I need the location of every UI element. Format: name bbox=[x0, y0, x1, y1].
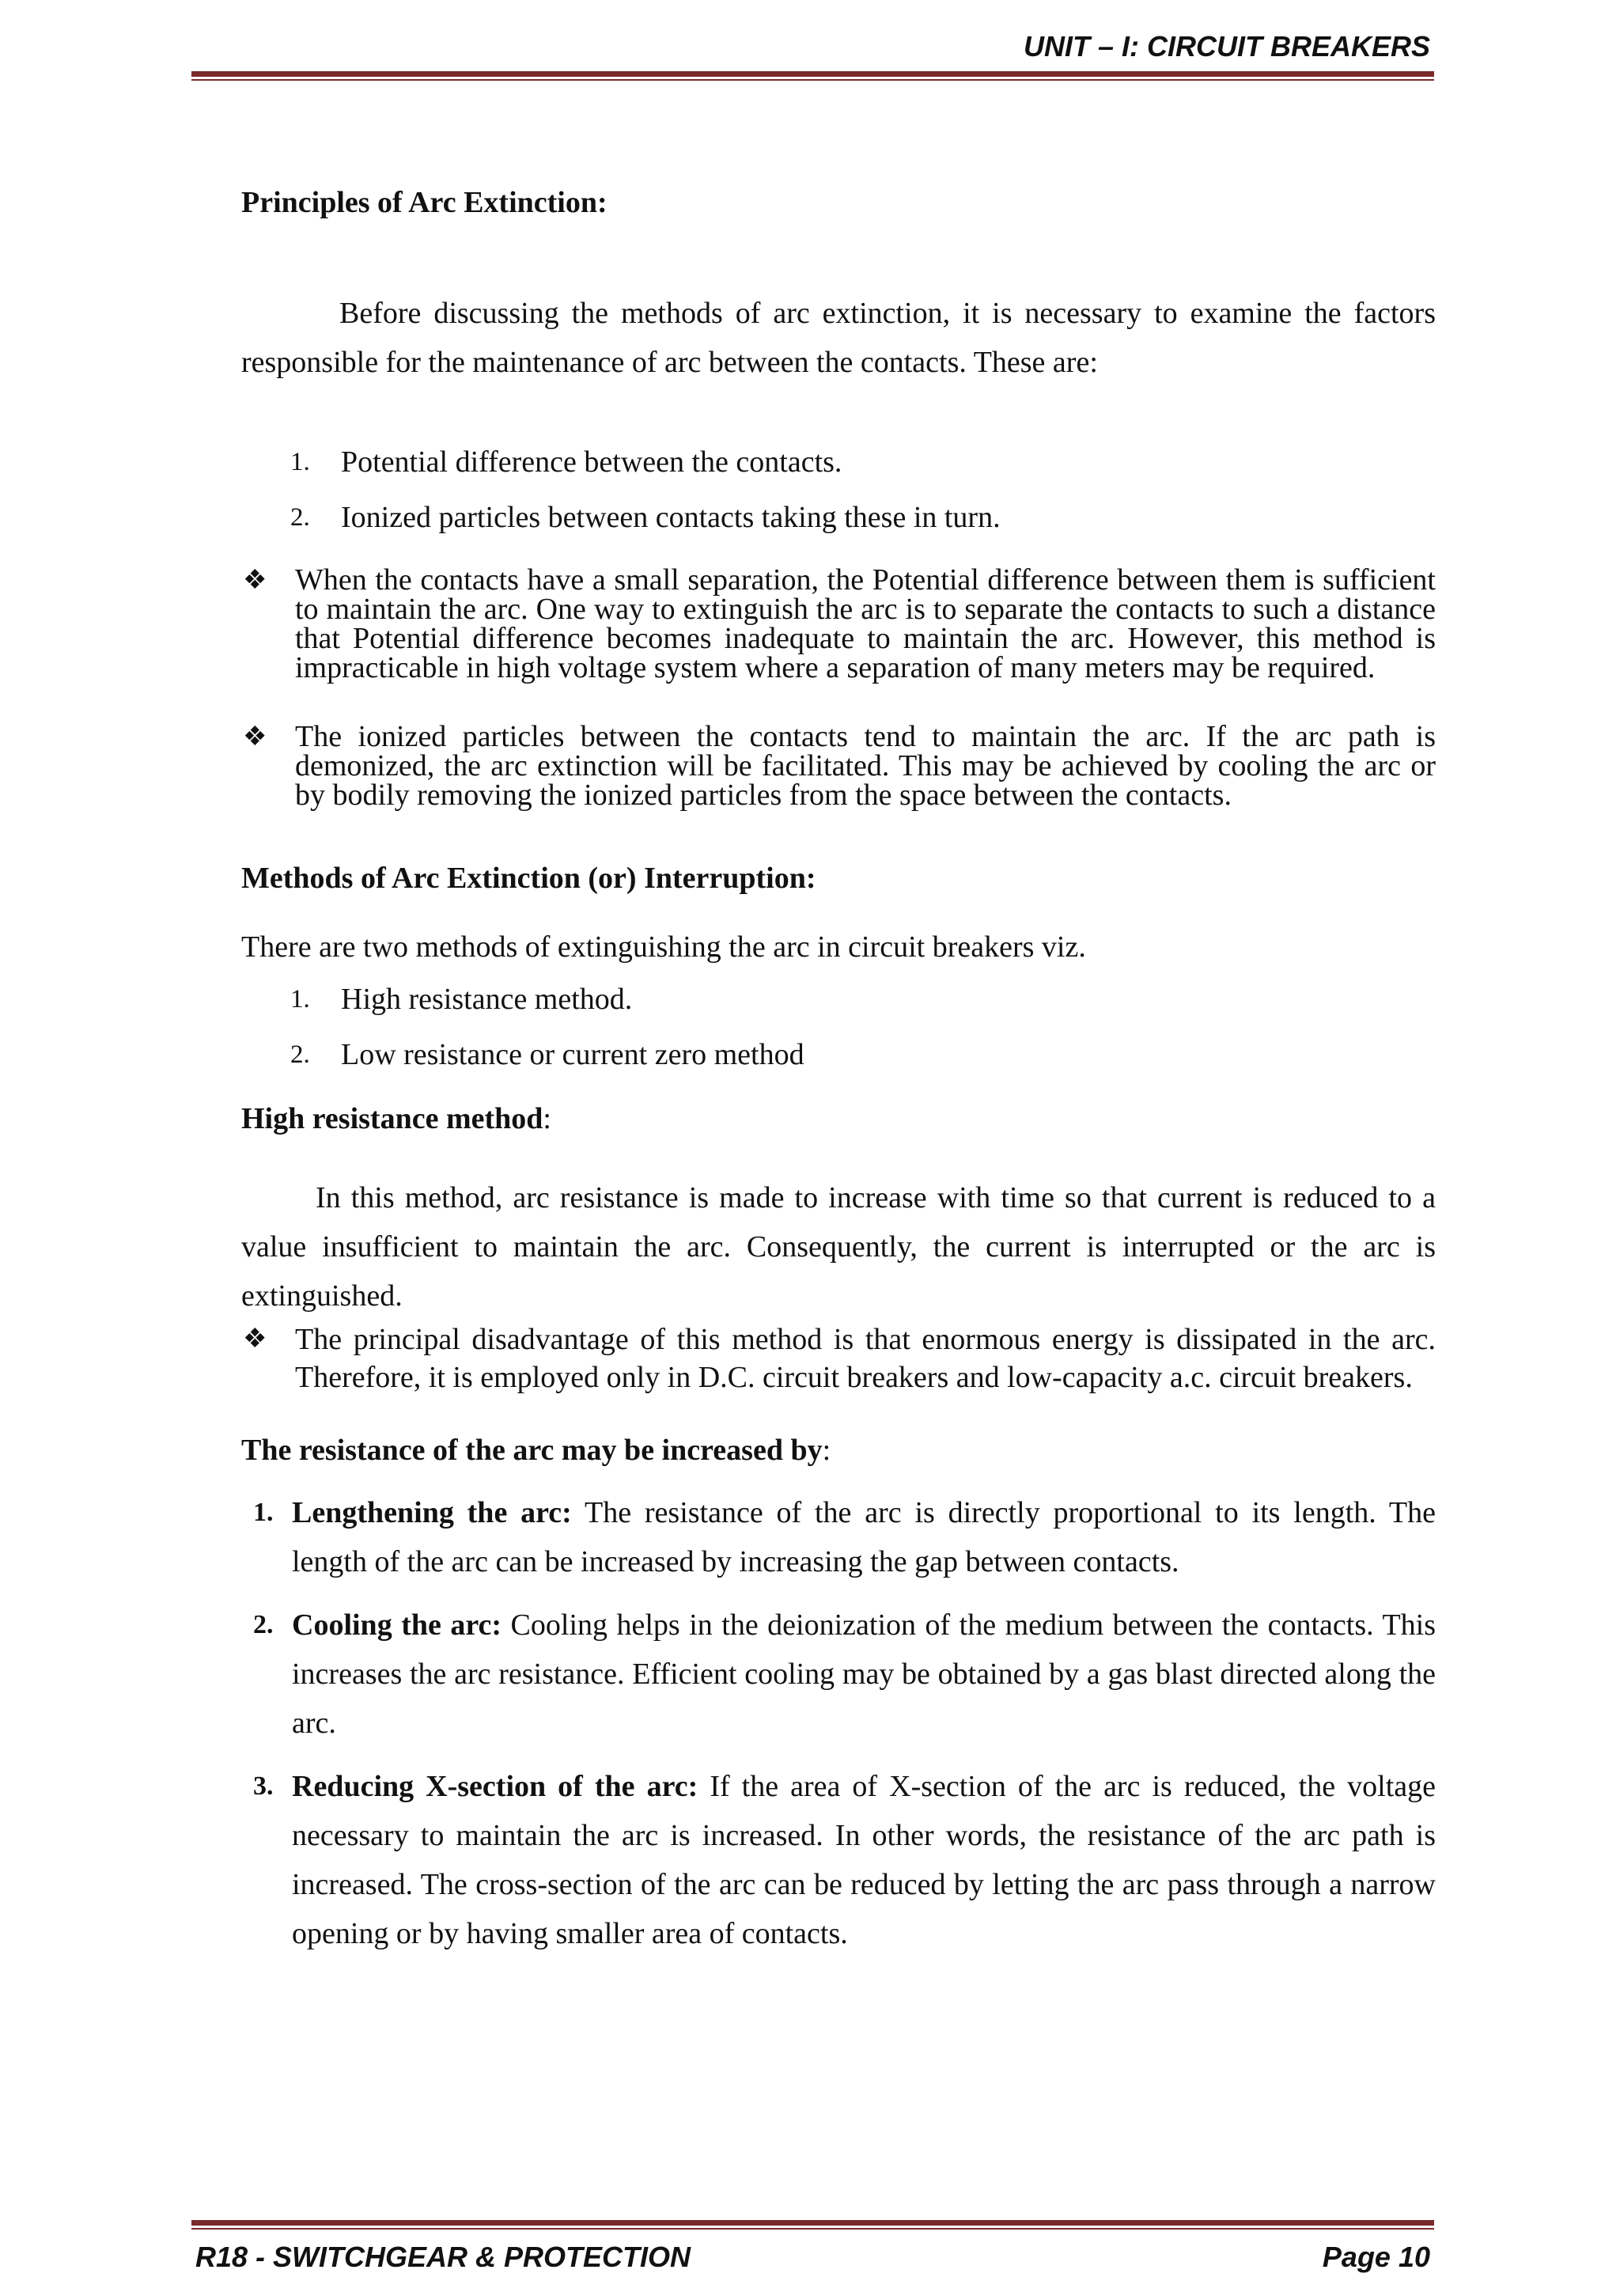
footer-rule bbox=[191, 2220, 1434, 2230]
list-number: 3. bbox=[253, 1771, 274, 1801]
bullet-paragraph bbox=[241, 563, 1436, 685]
header-rule bbox=[191, 71, 1434, 81]
list-text: Potential difference between the contacts. bbox=[341, 445, 842, 479]
list-text: High resistance method. bbox=[341, 982, 633, 1016]
list-number: 2. bbox=[290, 503, 310, 532]
list-lead: Reducing X-section of the arc: bbox=[292, 1769, 698, 1803]
principles-intro: Before discussing the methods of arc extinction, it is necessary to examine the factors responsible for the maintenance of arc between the contacts. These are: bbox=[241, 297, 1436, 380]
section-heading-methods: Methods of Arc Extinction (or) Interruption: bbox=[241, 862, 816, 896]
resistance-increase-list bbox=[241, 1488, 1436, 1958]
methods-intro: There are two methods of extinguishing the arc in circuit breakers viz. bbox=[241, 930, 1086, 964]
list-item bbox=[241, 1027, 1436, 1082]
list-item bbox=[241, 1488, 1436, 1586]
section-heading-principles: Principles of Arc Extinction: bbox=[241, 186, 608, 219]
list-number: 1. bbox=[290, 984, 310, 1013]
high-resistance-body: In this method, arc resistance is made to increase with time so that current is reduced to a value insufficient to maintain the arc. Consequently, the current is interrupted or the arc is extinguished. bbox=[241, 1181, 1436, 1313]
section-heading-high-resistance bbox=[241, 1100, 1436, 1139]
list-lead: Lengthening the arc: bbox=[292, 1495, 572, 1529]
heading-suffix: : bbox=[822, 1434, 831, 1468]
heading-text: The resistance of the arc may be increased by bbox=[241, 1434, 823, 1468]
bullet-paragraph bbox=[241, 1320, 1436, 1396]
list-text: Cooling helps in the deionization of the medium between the contacts. This increases the arc resistance. Efficient cooling may be obtained by a gas blast directed along the arc. bbox=[292, 1608, 1436, 1740]
list-item bbox=[241, 1762, 1436, 1958]
bullet-text: The principal disadvantage of this method is that enormous energy is dissipated in the arc. Therefore, it is employed only in D.C. circuit breakers and low-capacity a.c. circuit breakers. bbox=[295, 1323, 1436, 1395]
footer-page-number: Page 10 bbox=[1322, 2241, 1430, 2273]
bullet-text: When the contacts have a small separation, the Potential difference between them is sufficient to maintain the arc. One way to extinguish the arc is to separate the contacts to such a distance that Potential difference becomes inadequate to maintain the arc. However, this method is impracticable in high voltage system where a separation of many meters may be required. bbox=[295, 563, 1436, 685]
methods-list bbox=[241, 972, 1436, 1082]
section-heading-resistance-increase bbox=[241, 1431, 1436, 1470]
list-item bbox=[241, 1601, 1436, 1748]
heading-text: High resistance method bbox=[241, 1101, 543, 1135]
four-diamond-bullet-icon: ❖ bbox=[243, 566, 267, 596]
list-text: The resistance of the arc is directly proportional to its length. The length of the arc can be increased by increasing the gap between contacts. bbox=[292, 1495, 1436, 1578]
list-item bbox=[241, 972, 1436, 1027]
list-number: 1. bbox=[290, 448, 310, 477]
list-item bbox=[241, 490, 1436, 545]
list-number: 2. bbox=[290, 1040, 310, 1069]
bullet-text: The ionized particles between the contacts tend to maintain the arc. If the arc path is demonized, the arc extinction will be facilitated. This may be achieved by cooling the arc or by bodily removing the ionized particles from the space between the contacts. bbox=[295, 720, 1436, 813]
factors-list bbox=[241, 434, 1436, 545]
page-header-title: UNIT – I: CIRCUIT BREAKERS bbox=[1023, 30, 1430, 63]
page-content bbox=[241, 184, 1436, 1972]
list-number: 1. bbox=[253, 1497, 274, 1527]
list-number: 2. bbox=[253, 1609, 274, 1639]
four-diamond-bullet-icon: ❖ bbox=[243, 1324, 267, 1354]
list-item bbox=[241, 434, 1436, 490]
list-lead: Cooling the arc: bbox=[292, 1608, 502, 1642]
list-text: If the area of X-section of the arc is reduced, the voltage necessary to maintain the arc is increased. In other words, the resistance of the arc path is increased. The cross-section of the arc can be reduced by letting the arc pass through a narrow opening or by having smaller area of contacts. bbox=[292, 1769, 1436, 1950]
list-text: Low resistance or current zero method bbox=[341, 1037, 804, 1071]
heading-suffix: : bbox=[543, 1101, 551, 1135]
list-text: Ionized particles between contacts taking these in turn. bbox=[341, 501, 1001, 535]
four-diamond-bullet-icon: ❖ bbox=[243, 722, 267, 752]
footer-course-title: R18 - SWITCHGEAR & PROTECTION bbox=[195, 2241, 691, 2273]
bullet-paragraph bbox=[241, 720, 1436, 813]
